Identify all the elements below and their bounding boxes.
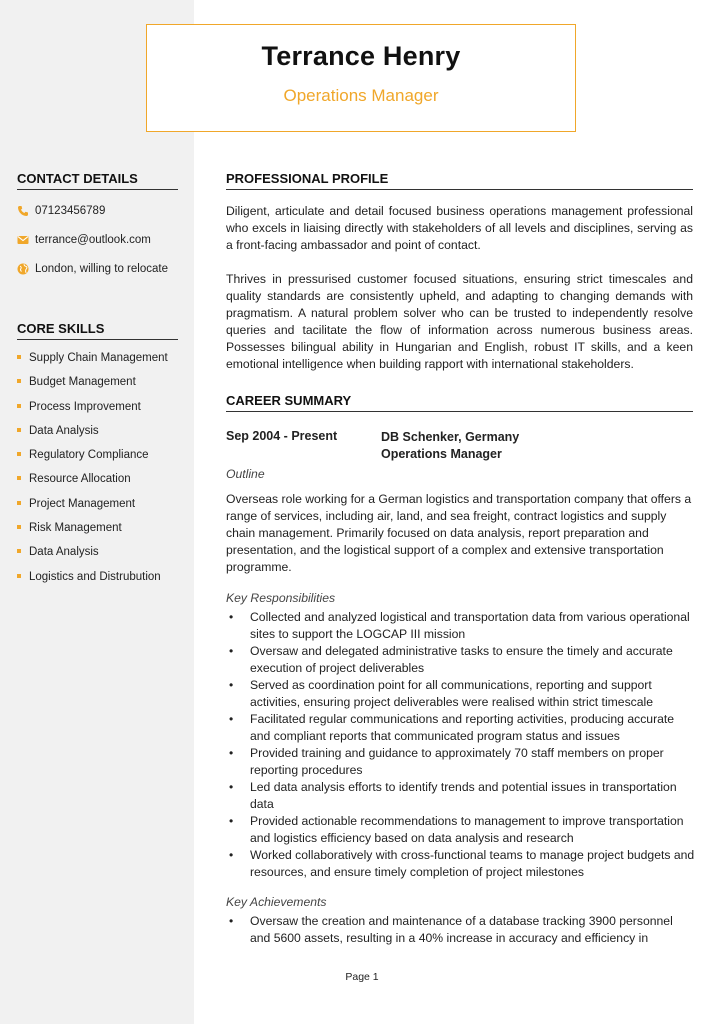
- page-number: Page 1: [345, 971, 379, 983]
- core-skills-heading: CORE SKILLS: [17, 321, 178, 340]
- job-employer-block: [381, 429, 519, 463]
- skill-item: Risk Management: [17, 520, 168, 544]
- outline-paragraph: Overseas role working for a German logistics and transportation company that offers a range of services, including air, land, and sea freight, contract logistics and supply chain management. Primarily focused on data analysis, report preparation and presentation, and the logistical support of a complex and extensive transportation programme.: [226, 492, 692, 574]
- skill-item: Budget Management: [17, 374, 168, 398]
- contact-location: [17, 263, 168, 275]
- responsibility-item: • Provided training and guidance to approximately 70 staff members on proper reporting procedures: [226, 745, 696, 779]
- responsibility-item: • Led data analysis efforts to identify trends and potential issues in transportation data: [226, 779, 696, 813]
- career-heading: CAREER SUMMARY: [226, 393, 693, 412]
- responsibility-item: • Oversaw and delegated administrative tasks to ensure the timely and accurate execution of project deliverables: [226, 643, 696, 677]
- achievements-list: [226, 913, 696, 947]
- phone-icon: [17, 205, 29, 217]
- skill-item: Resource Allocation: [17, 471, 168, 495]
- achievement-item: • Oversaw the creation and maintenance of a database tracking 3900 personnel and 5600 assets, resulting in a 40% increase in accuracy and efficiency in: [226, 913, 696, 947]
- responsibility-item: • Facilitated regular communications and reporting activities, producing accurate and compliant reports that communicated program status and issues: [226, 711, 696, 745]
- contact-phone: [17, 205, 105, 217]
- skill-item: Supply Chain Management: [17, 350, 168, 374]
- profile-heading: PROFESSIONAL PROFILE: [226, 171, 693, 190]
- responsibility-item: • Provided actionable recommendations to management to improve transportation and logistics efficiency based on data analysis and research: [226, 813, 696, 847]
- envelope-icon: [17, 234, 29, 246]
- responsibility-item: • Collected and analyzed logistical and transportation data from various operational sites to support the LOGCAP III mission: [226, 609, 696, 643]
- role-title: Operations Manager: [381, 447, 502, 461]
- contact-email: [17, 234, 151, 246]
- header-box: [146, 24, 576, 132]
- email-text: terrance@outlook.com: [35, 234, 151, 246]
- skill-item: Data Analysis: [17, 423, 168, 447]
- globe-icon: [17, 263, 29, 275]
- location-text: London, willing to relocate: [35, 263, 168, 275]
- achievements-label: Key Achievements: [226, 895, 327, 909]
- skill-item: Data Analysis: [17, 544, 168, 568]
- skill-item: Process Improvement: [17, 399, 168, 423]
- contact-details-heading: CONTACT DETAILS: [17, 171, 178, 190]
- profile-paragraph-1: Diligent, articulate and detail focused business operations management professional who excels in liaising directly with stakeholders of all levels and disciplines, serving as a front-facing ambassador and point of contact.: [226, 204, 693, 252]
- outline-label: Outline: [226, 467, 265, 481]
- responsibility-item: • Worked collaboratively with cross-functional teams to manage project budgets and resources, and ensure timely completion of project milestones: [226, 847, 696, 881]
- skill-item: Regulatory Compliance: [17, 447, 168, 471]
- employer-name: DB Schenker, Germany: [381, 430, 520, 444]
- job-dates: Sep 2004 - Present: [226, 429, 338, 443]
- responsibility-item: • Served as coordination point for all communications, reporting and support activities, ensuring project deliverables were realised within strict timescale: [226, 677, 696, 711]
- phone-text: 07123456789: [35, 205, 106, 217]
- skills-list: [17, 350, 168, 593]
- responsibilities-label: Key Responsibilities: [226, 591, 336, 605]
- skill-item: Logistics and Distrubution: [17, 569, 168, 593]
- candidate-name: Terrance Henry: [261, 41, 461, 71]
- job-title: Operations Manager: [283, 86, 439, 105]
- responsibilities-list: [226, 609, 696, 881]
- skill-item: Project Management: [17, 496, 168, 520]
- profile-paragraph-2: Thrives in pressurised customer focused situations, ensuring strict timescales and quality standards are consistently upheld, and adapting to changing demands with pragmatism. A natural problem solver who can be trusted to independently resolve queries and tacilitate the flow of information across numerous business areas. Possesses bilingual ability in Hungarian and English, robust IT skills, and a keen emotional intelligence when building rapport with international stakeholders.: [226, 272, 693, 371]
